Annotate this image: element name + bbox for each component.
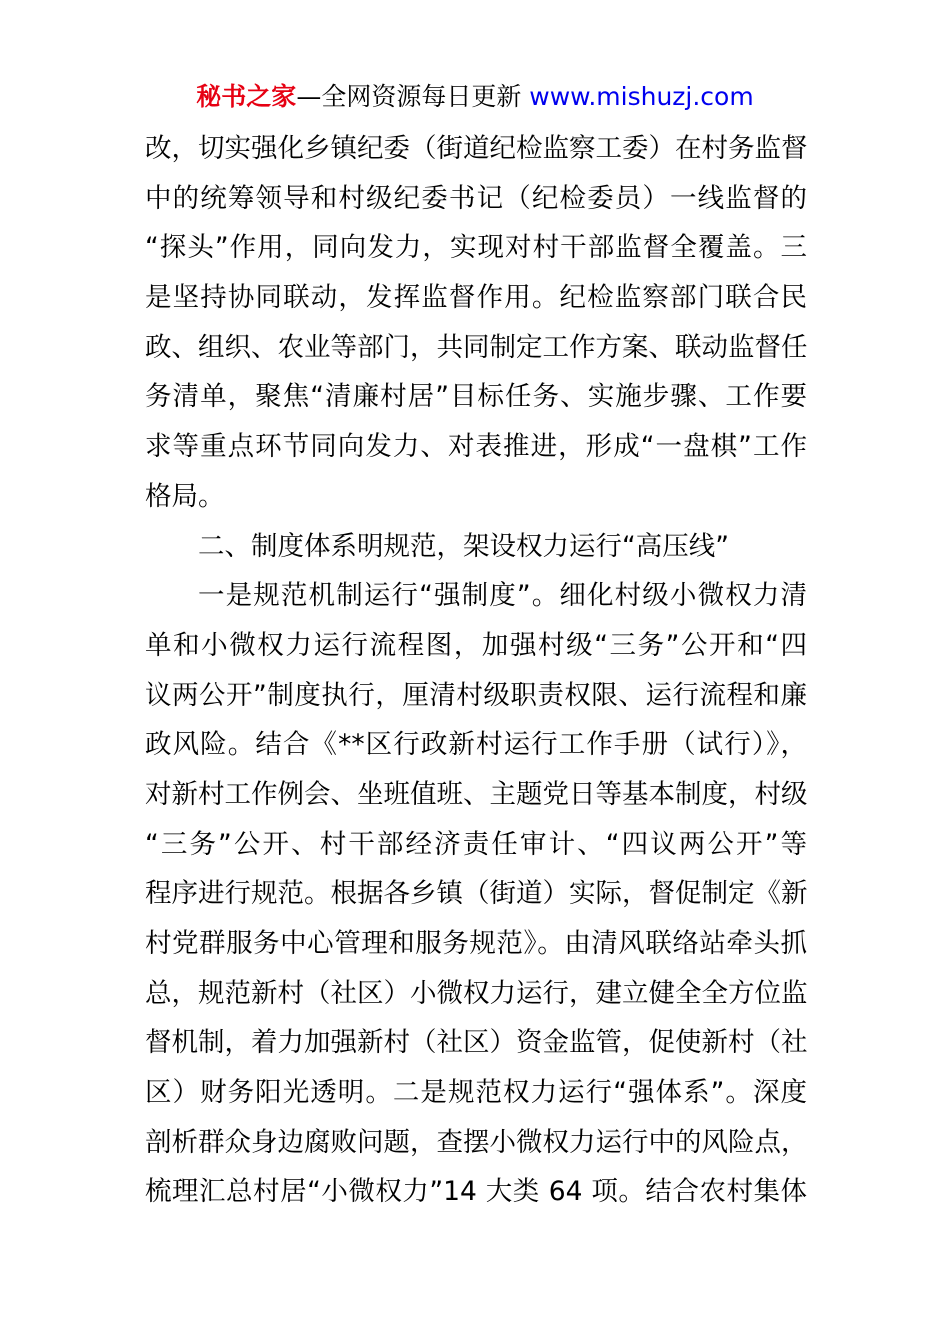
text-line: 督机制，着力加强新村（社区）资金监管，促使新村（社 [145, 1027, 808, 1059]
text-line: 一是规范机制运行“强制度”。细化村级小微权力清 [198, 580, 807, 612]
text-line: 议两公开”制度执行，厘清村级职责权限、运行流程和廉 [145, 679, 807, 711]
text-line: “三务”公开、村干部经济责任审计、“四议两公开”等 [145, 828, 807, 860]
text-line: 对新村工作例会、坐班值班、主题党日等基本制度，村级 [145, 778, 808, 810]
page-header [0, 80, 950, 114]
text-line: 格局。 [145, 480, 225, 512]
text-line: 改，切实强化乡镇纪委（街道纪检监察工委）在村务监督 [145, 133, 808, 164]
text-line: 单和小微权力运行流程图，加强村级“三务”公开和“四 [145, 629, 807, 661]
text-line: 政风险。结合《**区行政新村运行工作手册（试行）》， [145, 729, 807, 761]
text-line: 政、组织、农业等部门，共同制定工作方案、联动监督任 [145, 331, 808, 363]
text-line: 区）财务阳光透明。二是规范权力运行“强体系”。深度 [145, 1077, 807, 1109]
text-line: 程序进行规范。根据各乡镇（街道）实际，督促制定《新 [145, 878, 808, 910]
text-line: 总，规范新村（社区）小微权力运行，建立健全全方位监 [145, 977, 808, 1009]
site-url[interactable]: www.mishuzj.com [529, 82, 754, 111]
text-line: “探头”作用，同向发力，实现对村干部监督全覆盖。三 [145, 232, 807, 264]
text-line: 剖析群众身边腐败问题，查摆小微权力运行中的风险点， [145, 1126, 808, 1158]
document-body [145, 124, 807, 1217]
text-line: 村党群服务中心管理和服务规范》。由清风联络站牵头抓 [145, 928, 807, 959]
text-line: 是坚持协同联动，发挥监督作用。纪检监察部门联合民 [145, 282, 807, 314]
section-heading: 二、制度体系明规范，架设权力运行“高压线” [198, 530, 729, 562]
text-line: 务清单，聚焦“清廉村居”目标任务、实施步骤、工作要 [145, 381, 807, 413]
text-line: 梳理汇总村居“小微权力”14 大类 64 项。结合农村集体 [145, 1176, 807, 1208]
header-tagline: —全网资源每日更新 [296, 82, 522, 111]
text-line: 求等重点环节同向发力、对表推进，形成“一盘棋”工作 [145, 431, 807, 463]
text-line: 中的统筹领导和村级纪委书记（纪检委员）一线监督的 [145, 182, 807, 214]
brand-name: 秘书之家 [196, 82, 297, 111]
